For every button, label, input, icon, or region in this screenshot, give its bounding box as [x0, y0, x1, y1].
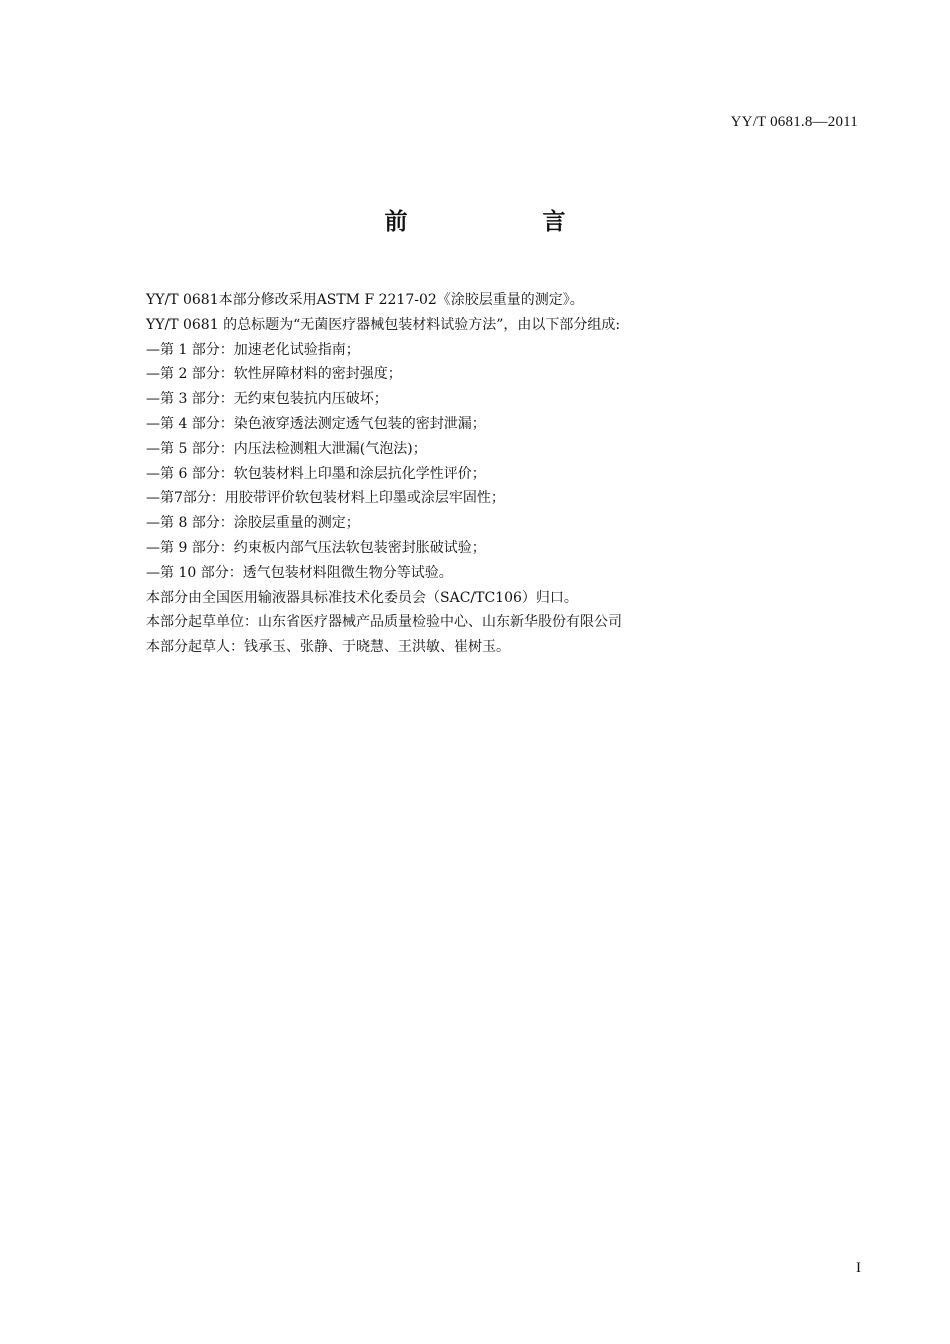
list-item-part-10: —第 10 部分：透气包装材料阻微生物分等试验。: [146, 564, 453, 581]
list-item-part-7: —第7部分：用胶带评价软包装材料上印墨或涂层牢固性；: [146, 490, 505, 507]
paragraph-drafting-units: 本部分起草单位：山东省医疗器械产品质量检验中心、山东新华股份有限公司: [146, 614, 622, 631]
list-item-part-4: —第 4 部分：染色液穿透法测定透气包装的密封泄漏；: [146, 415, 486, 432]
paragraph-drafters: 本部分起草人：钱承玉、张静、于晓慧、王洪敏、崔树玉。: [146, 639, 510, 656]
paragraph-adoption: YY/T 0681本部分修改采用ASTM F 2217-02《涂胶层重量的测定》。: [146, 292, 584, 308]
page-title: 前 言: [384, 209, 622, 235]
paragraph-centralized-by: 本部分由全国医用输液器具标准技术化委员会（SAC/TC106）归口。: [146, 589, 578, 606]
standard-code: YY/T 0681.8—2011: [730, 114, 858, 130]
list-item-part-1: —第 1 部分：加速老化试验指南；: [146, 341, 360, 358]
list-item-part-9: —第 9 部分：约束板内部气压法软包装密封胀破试验；: [146, 539, 486, 556]
paragraph-general-title: YY/T 0681 的总标题为“无菌医疗器械包装材料试验方法”，由以下部分组成:: [146, 316, 621, 333]
list-item-part-8: —第 8 部分：涂胶层重量的测定；: [146, 515, 360, 532]
foreword-body: [146, 288, 866, 660]
list-item-part-3: —第 3 部分：无约束包装抗内压破坏；: [146, 391, 388, 408]
list-item-part-2: —第 2 部分：软性屏障材料的密封强度；: [146, 366, 402, 383]
list-item-part-5: —第 5 部分：内压法检测粗大泄漏(气泡法)；: [146, 440, 427, 457]
list-item-part-6: —第 6 部分：软包装材料上印墨和涂层抗化学性评价；: [146, 465, 486, 482]
page-number: I: [856, 1260, 861, 1276]
